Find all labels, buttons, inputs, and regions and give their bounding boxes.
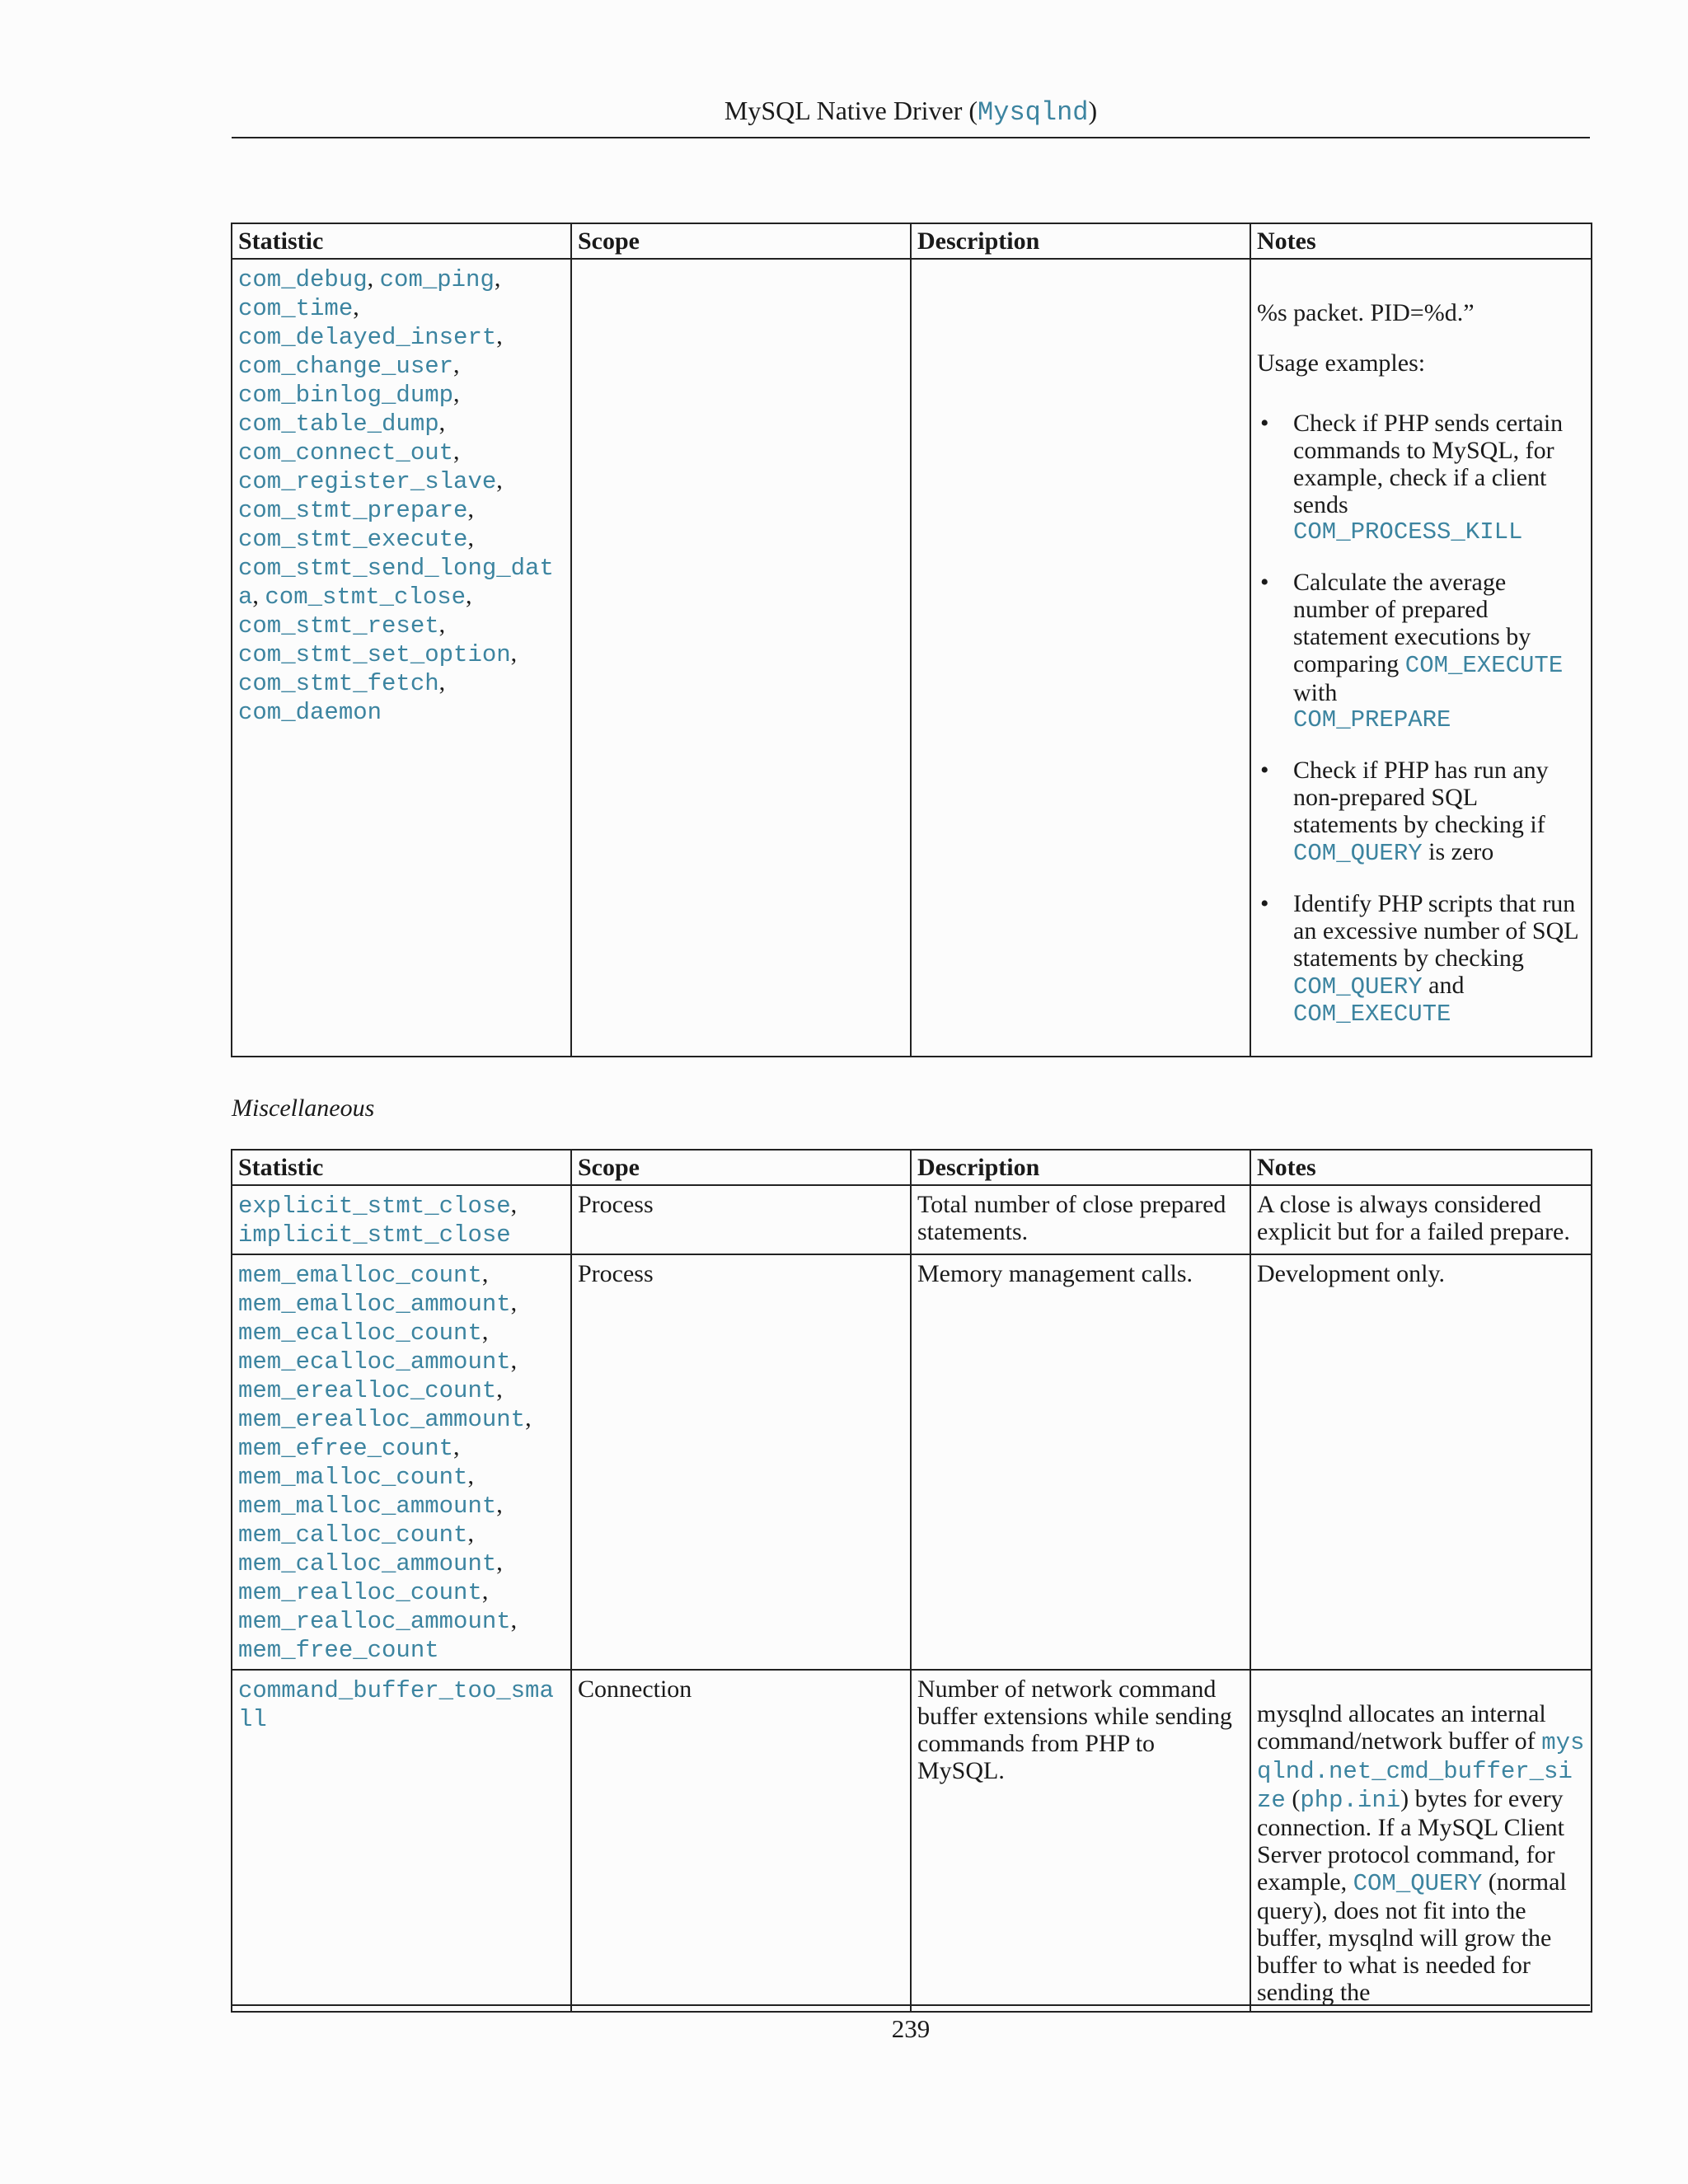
table-row — [232, 1185, 1592, 1254]
section-title: Miscellaneous — [232, 1094, 375, 1122]
list-item: • Check if PHP has run any non-prepared SQL statements by checking if COM_QUERY is zero — [1257, 757, 1586, 867]
header-notes: Notes — [1250, 1150, 1592, 1185]
list-item: • Identify PHP scripts that run an excessive number of SQL statements by checking COM_QUERY and COM_EXECUTE — [1257, 890, 1586, 1028]
table-row — [232, 1254, 1592, 1670]
stat-name: com_delayed_insert — [238, 324, 497, 351]
header-code: Mysqlnd — [978, 97, 1089, 128]
notes-usage: Usage examples: — [1257, 349, 1426, 377]
stat-name: com_daemon — [238, 699, 382, 726]
scope-cell: Connection — [571, 1670, 911, 2012]
stat-name: com_change_user — [238, 353, 454, 380]
table-header-row — [232, 223, 1592, 259]
scope-cell: Process — [571, 1185, 911, 1254]
header-title: MySQL Native Driver (Mysqlnd) — [724, 96, 1098, 128]
stat-name: com_stmt_execute — [238, 526, 468, 553]
notes-cell: Development only. — [1250, 1254, 1592, 1670]
header-statistic: Statistic — [232, 1150, 571, 1185]
table-header-row — [232, 1150, 1592, 1185]
header-statistic: Statistic — [232, 223, 571, 259]
page-number: 239 — [891, 2014, 931, 2043]
statistic-cell: com_debug, com_ping, com_time, com_delayed_insert, com_change_user, com_binlog_dump, com_table_dump, com_connect_out, com_register_slave, com_stmt_prepare, com_stmt_execute, com_stmt_send_long_data, com_stmt_close, com_stmt_reset, com_stmt_set_option, com_stmt_fetch, com_daemon — [232, 259, 571, 1057]
stat-name: com_ping — [379, 266, 495, 293]
table-row — [232, 259, 1592, 1057]
statistic-cell: mem_emalloc_count, mem_emalloc_ammount, mem_ecalloc_count, mem_ecalloc_ammount, mem_erealloc_count, mem_erealloc_ammount, mem_efree_count, mem_malloc_count, mem_malloc_ammount, mem_calloc_count, mem_calloc_ammount, mem_realloc_count, mem_realloc_ammount, mem_free_count — [232, 1254, 571, 1670]
usage-list — [1257, 410, 1586, 1028]
stat-name: com_stmt_prepare — [238, 497, 468, 524]
table-row — [232, 1670, 1592, 2012]
scope-cell — [571, 259, 911, 1057]
description-cell: Memory management calls. — [911, 1254, 1250, 1670]
stat-name: com_stmt_close — [265, 583, 467, 611]
notes-line: %s packet. PID=%d.” — [1257, 299, 1475, 326]
stat-name: com_stmt_reset — [238, 612, 439, 640]
stat-name: com_stmt_set_option — [238, 641, 511, 668]
statistic-cell: command_buffer_too_small — [232, 1670, 571, 2012]
stat-name: com_table_dump — [238, 410, 439, 438]
header-scope: Scope — [571, 223, 911, 259]
page-footer — [232, 2004, 1590, 2044]
stat-name: com_time — [238, 295, 354, 322]
notes-cell: A close is always considered explicit but for a failed prepare. — [1250, 1185, 1592, 1254]
description-cell: Number of network command buffer extensions while sending commands from PHP to MySQL. — [911, 1670, 1250, 2012]
list-item: • Calculate the average number of prepared statement executions by comparing COM_EXECUTE with COM_PREPARE — [1257, 569, 1586, 733]
stat-name: com_register_slave — [238, 468, 497, 495]
header-description: Description — [911, 223, 1250, 259]
stat-name: com_connect_out — [238, 439, 454, 466]
description-cell — [911, 259, 1250, 1057]
stat-name: com_debug — [238, 266, 368, 293]
statistics-table-misc — [231, 1149, 1592, 2013]
stat-name: com_stmt_send_long_data — [238, 555, 554, 611]
notes-cell: mysqlnd allocates an internal command/network buffer of mysqlnd.net_cmd_buffer_size (php.ini) bytes for every connection. If a MySQL Client Server protocol command, for example, COM_QUERY (normal query), does not fit into the buffer, mysqlnd will grow the buffer to what is needed for sending the — [1250, 1670, 1592, 2012]
notes-cell — [1250, 259, 1592, 1057]
header-scope: Scope — [571, 1150, 911, 1185]
description-cell: Total number of close prepared statements. — [911, 1185, 1250, 1254]
statistic-cell: explicit_stmt_close, implicit_stmt_close — [232, 1185, 571, 1254]
stat-name: com_binlog_dump — [238, 382, 454, 409]
page-header — [232, 89, 1590, 138]
statistics-table-com — [231, 223, 1592, 1057]
stat-name: com_stmt_fetch — [238, 670, 439, 697]
list-item: • Check if PHP sends certain commands to MySQL, for example, check if a client sends COM_PROCESS_KILL — [1257, 410, 1586, 546]
scope-cell: Process — [571, 1254, 911, 1670]
header-notes: Notes — [1250, 223, 1592, 259]
header-description: Description — [911, 1150, 1250, 1185]
